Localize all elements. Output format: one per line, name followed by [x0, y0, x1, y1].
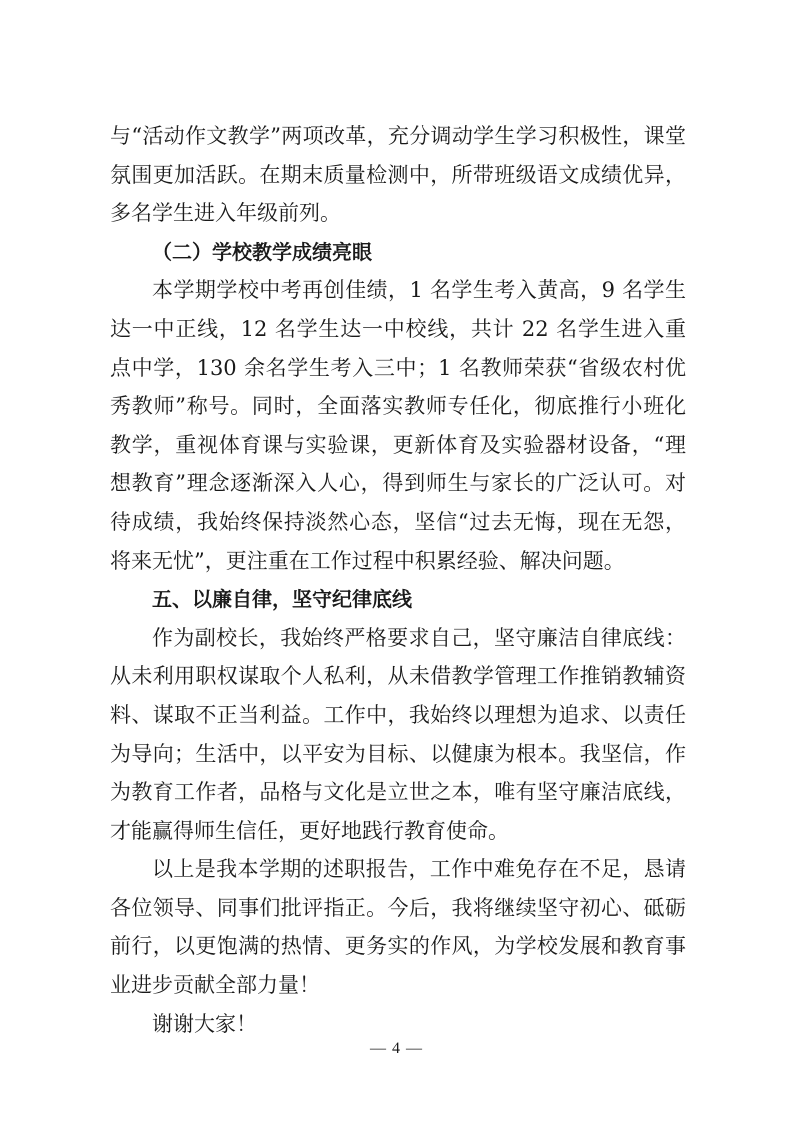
paragraph-thanks: 谢谢大家！ — [152, 1011, 257, 1036]
subheading-teaching-results: （二）学校教学成绩亮眼 — [152, 239, 372, 264]
page-number: — 4 — — [370, 1040, 423, 1057]
paragraph-conclusion: 以上是我本学期的述职报告，工作中难免存在不足，恳请各位领导、同事们批评指正。今后，我将继续坚守初心、砥砺前行，以更饱满的热情、更务实的作风，为学校发展和教育事业进步贡献全部力量！ — [110, 857, 686, 998]
paragraph-continuation: 与“活动作文教学”两项改革，充分调动学生学习积极性，课堂氛围更加活跃。在期末质量检测中，所带班级语文成绩优异，多名学生进入年级前列。 — [110, 124, 686, 226]
paragraph-school-results: 本学期学校中考再创佳绩，1 名学生考入黄高，9 名学生达一中正线，12 名学生达一中校线，共计 22 名学生进入重点中学，130 余名学生考入三中；1 名教师荣获“省级农村优秀教师”称号。同时，全面落实教师专任化，彻底推行小班化教学，重视体育课与实验课，更新体育及实验器材设备，“理想教育”理念逐渐深入人心，得到师生与家长的广泛认可。对待成绩，我始终保持淡然心态，坚信“过去无悔，现在无怨，将来无忧”，更注重在工作过程中积累经验、解决问题。 — [110, 278, 686, 573]
paragraph-integrity: 作为副校长，我始终严格要求自己，坚守廉洁自律底线：从未利用职权谋取个人私利，从未借教学管理工作推销教辅资料、谋取不正当利益。工作中，我始终以理想为追求、以责任为导向；生活中，以平安为目标、以健康为根本。我坚信，作为教育工作者，品格与文化是立世之本，唯有坚守廉洁底线，才能赢得师生信任，更好地践行教育使命。 — [110, 625, 686, 843]
heading-integrity: 五、以廉自律，坚守纪律底线 — [152, 587, 412, 612]
document-body — [110, 117, 686, 1043]
